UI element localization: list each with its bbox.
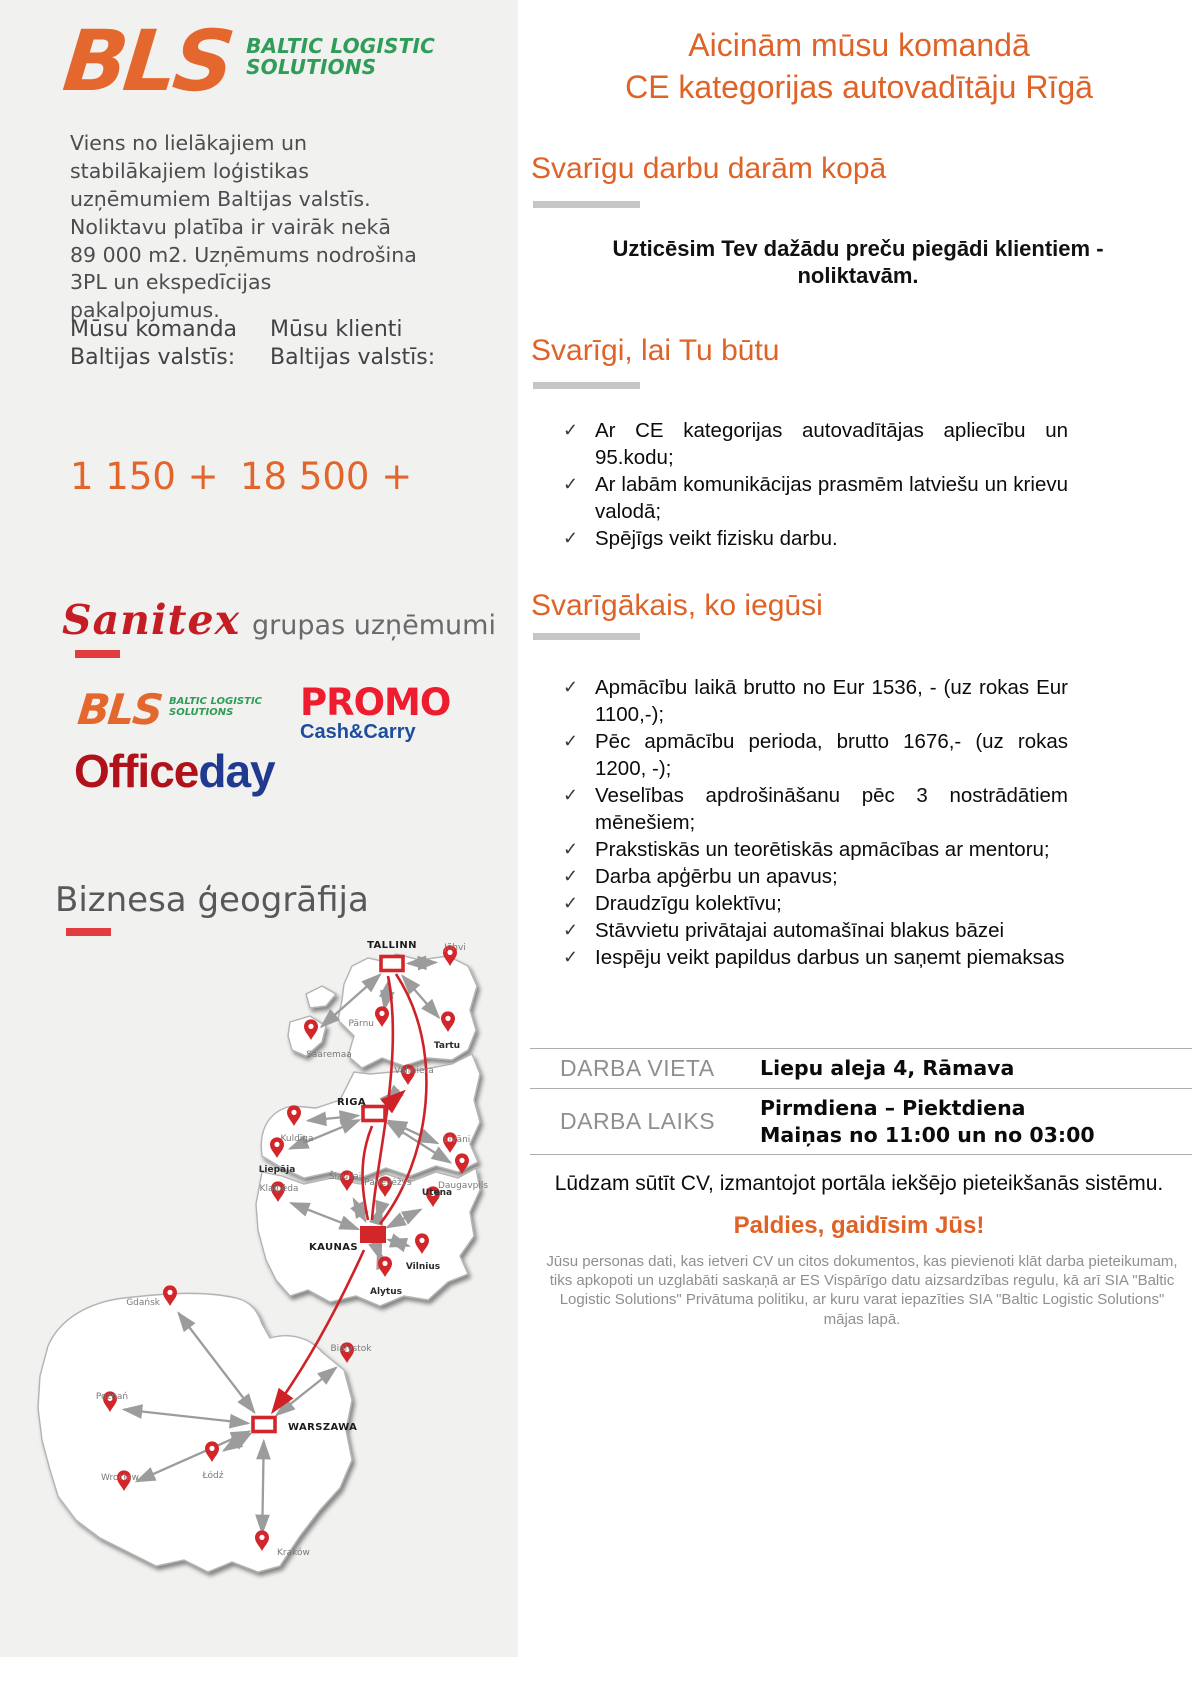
hiiumaa-outline [306,986,336,1008]
city-label: Saaremaa [306,1050,352,1060]
list-item [563,525,1068,552]
city-label: Utena [421,1188,453,1198]
list-item [563,782,1068,836]
bls-brand-subtext: BALTIC LOGISTIC SOLUTIONS [169,696,262,718]
list-item [563,890,1068,917]
list-item-text: Iespēju veikt papildus darbus un saņemt piemaksas [595,946,1065,969]
company-description: Viens no lielākajiem un stabilākajiem loģistikas uzņēmumiem Baltijas valstīs. Noliktavu platība ir vairāk nekā 89 000 m2. Uzņēmums nodrošina 3PL un ekspedīcijas pakalpojumus. [70,131,417,323]
bls-logo-text: BLS [58,12,236,110]
list-item [563,728,1068,782]
sanitex-logo: Sanitex [62,596,241,644]
detail-value: Liepu aleja 4, Rāmava [760,1056,1015,1081]
heading-underline [533,382,640,389]
city-label: Daugavpils [437,1181,489,1191]
apply-instruction: Lūdzam sūtīt CV, izmantojot portāla iekšējo pieteikšanās sistēmu. [554,1172,1164,1195]
city-label: Tartu [433,1041,461,1051]
list-item-text: Ar labām komunikācijas prasmēm latviešu un krievu valodā; [595,473,1068,523]
checkmark-icon: ✓ [563,474,579,494]
list-item [563,417,1068,471]
city-label: Wrocław [101,1473,139,1483]
officeday-logo: Officeday [74,745,275,797]
job-summary: Uzticēsim Tev dažādu preču piegādi klientiem - noliktavām. [612,236,1104,288]
city-label: Vilnius [405,1262,441,1272]
stat-team-value: 1 150 + [70,455,219,498]
city-label: Pärnu [348,1019,374,1029]
bls-logo-subtext: BALTIC LOGISTIC SOLUTIONS [246,34,435,79]
bls-logo [58,12,435,110]
map-hub [360,1226,386,1243]
checkmark-icon: ✓ [563,920,579,940]
map-hub [253,1418,275,1432]
hub-label: KAUNAS [308,1242,358,1253]
list-item [563,674,1068,728]
promo-logo: PROMO Cash&Carry [300,681,451,743]
city-label: Kuldīga [280,1134,314,1144]
list-item [563,917,1068,944]
checkmark-icon: ✓ [563,420,579,440]
map-hub [381,957,403,971]
list-item [563,863,1068,890]
stat-team-label: Mūsu komanda Baltijas valstīs: [70,317,238,371]
stat-clients-label: Mūsu klienti Baltijas valstīs: [270,317,436,371]
list-item [563,471,1068,525]
route-arrow [262,1441,264,1533]
list-item-text: Veselības apdrošināšanu pēc 3 nostrādātiem mēnešiem; [595,784,1068,834]
heading-underline [533,633,640,640]
heading-underline [533,201,640,208]
city-label: Klaipėda [259,1184,299,1194]
section-heading-benefits: Svarīgākais, ko iegūsi [531,589,823,622]
city-label: Liepāja [258,1165,296,1175]
list-item-text: Draudzīgu kolektīvu; [595,892,782,915]
checkmark-icon: ✓ [563,677,579,697]
business-map [0,860,520,1580]
checkmark-icon: ✓ [563,893,579,913]
table-row [530,1088,1192,1155]
group-row [62,596,496,644]
checkmark-icon: ✓ [563,785,579,805]
hub-label: WARSZAWA [288,1422,358,1433]
map-hub [363,1107,385,1121]
hub-label: RIGA [337,1097,366,1108]
bls-brand-logo: BLS BALTIC LOGISTIC SOLUTIONS [75,685,262,734]
section-heading-requirements: Svarīgi, lai Tu būtu [531,334,780,367]
group-suffix: grupas uzņēmumi [252,610,496,641]
list-item-text: Pēc apmācību perioda, brutto 1676,- (uz rokas 1200, -); [595,730,1068,780]
benefits-list [563,674,1068,971]
city-label: Jõhvi [444,943,466,953]
checkmark-icon: ✓ [563,839,579,859]
detail-label: DARBA LAIKS [560,1108,716,1135]
city-label: Kraków [277,1548,310,1558]
job-ad-panel [518,0,1200,1697]
city-label: Valmiera [394,1066,434,1076]
section-heading-together: Svarīgu darbu darām kopā [531,152,887,185]
table-row [530,1048,1192,1088]
city-label: Poznań [95,1392,129,1402]
list-item-text: Stāvvietu privātajai automašīnai blakus bāzei [595,919,1005,942]
city-label: Białystok [330,1344,372,1354]
list-item-text: Darba apģērbu un apavus; [595,865,838,888]
privacy-notice: Jūsu personas dati, kas ietveri CV un citos dokumentos, kas pievienoti klāt darba pieteikumam, tiks apkopoti un uzglabāti saskaņā ar ES Vispārīgo datu aizsardzības regulu, kā arī SIA "Baltic Logistic Solutions" Privātuma politiku, ar kuru varat iepazīties SIA "Baltic Logistic Solutions" mājas lapā. [546,1253,1178,1328]
sanitex-underline [75,650,120,658]
thanks-line: Paldies, gaidīsim Jūs! [733,1212,985,1239]
stats-values [70,455,412,498]
requirements-list [563,417,1068,552]
city-label: Łódź [202,1471,224,1481]
list-item-text: Prakstiskās un teorētiskās apmācības ar mentoru; [595,838,1050,861]
detail-value: Pirmdiena – Piektdiena Maiņas no 11:00 un no 03:00 [760,1096,1095,1147]
route-arrow [408,962,436,963]
list-item-text: Spējīgs veikt fizisku darbu. [595,527,838,550]
stat-clients-value: 18 500 + [240,455,413,498]
list-item-text: Ar CE kategorijas autovadītājas apliecību un 95.kodu; [595,419,1068,469]
company-info-panel [0,0,518,1657]
hub-label: TALLINN [367,940,417,951]
checkmark-icon: ✓ [563,528,579,548]
city-label: Gdańsk [126,1298,160,1308]
checkmark-icon: ✓ [563,947,579,967]
city-label: Līvāni [443,1135,471,1145]
geography-title: Biznesa ģeogrāfija [55,880,369,920]
checkmark-icon: ✓ [563,866,579,886]
stats-labels [70,316,440,372]
checkmark-icon: ✓ [563,731,579,751]
ad-title-line2: CE kategorijas autovadītāju Rīgā [625,69,1093,105]
list-item [563,836,1068,863]
city-label: Panevėžys [364,1178,412,1188]
job-details-table [530,1048,1192,1155]
list-item [563,944,1068,971]
ad-title-line1: Aicinām mūsu komandā [688,27,1030,63]
list-item-text: Apmācību laikā brutto no Eur 1536, - (uz rokas Eur 1100,-); [595,676,1068,726]
city-label: Šiauliai [328,1172,362,1182]
detail-label: DARBA VIETA [560,1055,715,1081]
city-label: Alytus [370,1287,402,1297]
